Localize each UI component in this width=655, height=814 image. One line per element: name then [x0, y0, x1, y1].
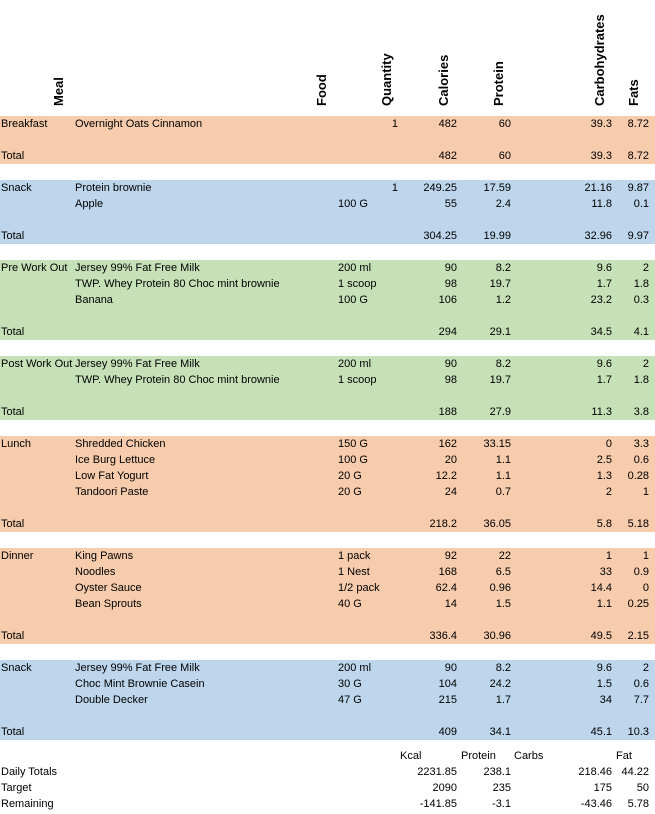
food-name: Shredded Chicken [75, 438, 166, 450]
header-food: Food [314, 74, 329, 106]
food-amount: 1 scoop [338, 278, 377, 290]
carbs-value: 23.2 [590, 294, 612, 306]
group-gap [0, 532, 655, 548]
protein-value: 8.2 [495, 262, 511, 274]
total-protein: 19.99 [483, 230, 511, 242]
carbs-value: 9.6 [596, 262, 612, 274]
summary-label-kcal: Kcal [400, 750, 422, 762]
food-amount: 1 pack [338, 550, 371, 562]
fats-value: 2 [642, 662, 649, 674]
table-row [0, 260, 655, 276]
calories-value: 168 [438, 566, 457, 578]
quantity-value [380, 276, 398, 292]
quantity-value [380, 356, 398, 372]
food-amount: 100 G [338, 198, 368, 210]
summary-fat: 5.78 [627, 798, 649, 810]
total-fats: 10.3 [627, 726, 649, 738]
quantity-value [380, 564, 398, 580]
table-row [0, 452, 655, 468]
food-name: Protein brownie [75, 182, 152, 194]
table-row [0, 180, 655, 196]
total-row [0, 404, 655, 420]
food-amount: 47 G [338, 694, 362, 706]
header-quantity: Quantity [379, 53, 394, 106]
food-name: Jersey 99% Fat Free Milk [75, 358, 200, 370]
protein-value: 1.5 [495, 598, 511, 610]
calories-value: 90 [444, 262, 457, 274]
group-gap [0, 420, 655, 436]
fats-value: 0.6 [633, 678, 649, 690]
protein-value: 1.1 [495, 454, 511, 466]
protein-value: 24.2 [489, 678, 511, 690]
fats-value: 1.8 [633, 374, 649, 386]
protein-value: 60 [498, 118, 511, 130]
calories-value: 98 [444, 374, 457, 386]
total-label: Total [1, 726, 25, 738]
summary-protein: 235 [492, 782, 511, 794]
total-row [0, 724, 655, 740]
summary-label-fat: Fat [616, 750, 632, 762]
calories-value: 12.2 [435, 470, 457, 482]
food-name: Jersey 99% Fat Free Milk [75, 262, 200, 274]
total-row [0, 324, 655, 340]
food-name: Apple [75, 198, 104, 210]
total-label: Total [1, 150, 25, 162]
total-row [0, 516, 655, 532]
header-protein: Protein [491, 61, 506, 106]
calories-value: 90 [444, 662, 457, 674]
food-name: Low Fat Yogurt [75, 470, 149, 482]
summary-fat: 44.22 [621, 766, 649, 778]
header-meal: Meal [51, 77, 66, 106]
total-calories: 482 [438, 150, 457, 162]
header-fats: Fats [626, 79, 641, 106]
quantity-value [380, 260, 398, 276]
summary-protein: 238.1 [483, 766, 511, 778]
total-protein: 29.1 [489, 326, 511, 338]
calories-value: 90 [444, 358, 457, 370]
fats-value: 0 [642, 582, 649, 594]
food-amount: 20 G [338, 470, 362, 482]
carbs-value: 1.5 [596, 678, 612, 690]
total-row [0, 148, 655, 164]
fats-value: 1 [642, 550, 649, 562]
food-amount: 150 G [338, 438, 368, 450]
summary-header-row [0, 748, 655, 764]
food-name: Jersey 99% Fat Free Milk [75, 662, 200, 674]
quantity-value [380, 468, 398, 484]
food-name: Noodles [75, 566, 116, 578]
carbs-value: 2.5 [596, 454, 612, 466]
protein-value: 33.15 [483, 438, 511, 450]
quantity-value [380, 292, 398, 308]
summary-carbs: -43.46 [580, 798, 612, 810]
summary-label-protein: Protein [461, 750, 496, 762]
carbs-value: 21.16 [584, 182, 612, 194]
total-calories: 409 [438, 726, 457, 738]
food-name: TWP. Whey Protein 80 Choc mint brownie [75, 374, 280, 386]
meal-table [0, 116, 655, 740]
fats-value: 2 [642, 262, 649, 274]
total-protein: 36.05 [483, 518, 511, 530]
food-amount: 200 ml [338, 262, 372, 274]
summary-row [0, 764, 655, 780]
calories-value: 249.25 [423, 182, 457, 194]
quantity-value [380, 372, 398, 388]
table-row [0, 372, 655, 388]
protein-value: 8.2 [495, 662, 511, 674]
protein-value: 2.4 [495, 198, 511, 210]
table-row [0, 276, 655, 292]
table-row [0, 660, 655, 676]
table-row [0, 564, 655, 580]
protein-value: 1.1 [495, 470, 511, 482]
total-calories: 294 [438, 326, 457, 338]
total-label: Total [1, 630, 25, 642]
calories-value: 20 [444, 454, 457, 466]
total-calories: 188 [438, 406, 457, 418]
food-name: King Pawns [75, 550, 134, 562]
quantity-value [380, 452, 398, 468]
carbs-value: 9.6 [596, 662, 612, 674]
column-header-row [0, 0, 655, 112]
table-row [0, 596, 655, 612]
carbs-value: 14.4 [590, 582, 612, 594]
summary-label: Daily Totals [1, 766, 58, 778]
blank-row [0, 708, 655, 724]
table-row [0, 548, 655, 564]
total-protein: 27.9 [489, 406, 511, 418]
protein-value: 19.7 [489, 278, 511, 290]
protein-value: 1.7 [495, 694, 511, 706]
food-amount: 100 G [338, 294, 368, 306]
total-row [0, 228, 655, 244]
food-name: Oyster Sauce [75, 582, 142, 594]
fats-value: 7.7 [633, 694, 649, 706]
calories-value: 104 [438, 678, 457, 690]
total-label: Total [1, 518, 25, 530]
fats-value: 0.1 [633, 198, 649, 210]
carbs-value: 9.6 [596, 358, 612, 370]
quantity-value [380, 436, 398, 452]
table-row [0, 116, 655, 132]
calories-value: 62.4 [435, 582, 457, 594]
summary-carbs: 175 [593, 782, 612, 794]
total-label: Total [1, 230, 25, 242]
meal-name: Post Work Out [1, 358, 73, 370]
total-carbs: 49.5 [590, 630, 612, 642]
table-row [0, 292, 655, 308]
calories-value: 92 [444, 550, 457, 562]
fats-value: 3.3 [633, 438, 649, 450]
table-row [0, 676, 655, 692]
total-calories: 218.2 [429, 518, 457, 530]
fats-value: 2 [642, 358, 649, 370]
protein-value: 6.5 [495, 566, 511, 578]
summary-calories: -141.85 [419, 798, 457, 810]
carbs-value: 11.8 [591, 198, 612, 210]
quantity-value [380, 660, 398, 676]
total-protein: 34.1 [489, 726, 511, 738]
blank-row [0, 212, 655, 228]
quantity-value: 1 [391, 118, 398, 130]
total-fats: 3.8 [633, 406, 649, 418]
protein-value: 8.2 [495, 358, 511, 370]
group-gap [0, 644, 655, 660]
total-fats: 4.1 [633, 326, 649, 338]
fats-value: 0.9 [633, 566, 649, 578]
table-row [0, 436, 655, 452]
fats-value: 0.25 [627, 598, 649, 610]
food-name: Banana [75, 294, 113, 306]
calories-value: 24 [444, 486, 457, 498]
food-name: Ice Burg Lettuce [75, 454, 156, 466]
food-amount: 1/2 pack [338, 582, 380, 594]
food-amount: 20 G [338, 486, 362, 498]
summary-label: Target [1, 782, 32, 794]
total-fats: 9.97 [627, 230, 649, 242]
calories-value: 215 [438, 694, 457, 706]
summary-carbs: 218.46 [578, 766, 612, 778]
table-row [0, 580, 655, 596]
group-gap [0, 244, 655, 260]
calories-value: 482 [438, 118, 457, 130]
food-amount: 30 G [338, 678, 362, 690]
food-amount: 1 Nest [338, 566, 370, 578]
daily-summary [0, 748, 655, 812]
carbs-value: 39.3 [590, 118, 612, 130]
table-row [0, 692, 655, 708]
carbs-value: 0 [605, 438, 612, 450]
quantity-value [380, 548, 398, 564]
food-name: Double Decker [75, 694, 148, 706]
meal-name: Dinner [1, 550, 34, 562]
meal-name: Snack [1, 662, 32, 674]
fats-value: 0.28 [627, 470, 649, 482]
total-calories: 336.4 [429, 630, 457, 642]
total-protein: 60 [498, 150, 511, 162]
fats-value: 9.87 [627, 182, 649, 194]
meal-name: Breakfast [1, 118, 48, 130]
fats-value: 0.6 [633, 454, 649, 466]
food-name: Overnight Oats Cinnamon [75, 118, 203, 130]
carbs-value: 1.3 [596, 470, 612, 482]
fats-value: 1.8 [633, 278, 649, 290]
fats-value: 1 [642, 486, 649, 498]
header-calories: Calories [436, 54, 451, 106]
food-name: TWP. Whey Protein 80 Choc mint brownie [75, 278, 280, 290]
blank-row [0, 612, 655, 628]
calories-value: 162 [438, 438, 457, 450]
carbs-value: 33 [599, 566, 612, 578]
total-carbs: 34.5 [590, 326, 612, 338]
calories-value: 55 [444, 198, 457, 210]
total-carbs: 32.96 [584, 230, 612, 242]
food-amount: 100 G [338, 454, 368, 466]
food-name: Bean Sprouts [75, 598, 142, 610]
food-amount: 200 ml [338, 662, 372, 674]
quantity-value [380, 580, 398, 596]
table-row [0, 468, 655, 484]
blank-row [0, 500, 655, 516]
total-calories: 304.25 [423, 230, 457, 242]
blank-row [0, 132, 655, 148]
group-gap [0, 164, 655, 180]
calories-value: 14 [444, 598, 457, 610]
carbs-value: 1.7 [596, 278, 612, 290]
food-name: Choc Mint Brownie Casein [75, 678, 205, 690]
header-carbohydrates: Carbohydrates [592, 14, 607, 106]
total-protein: 30.96 [483, 630, 511, 642]
protein-value: 19.7 [489, 374, 511, 386]
food-amount: 200 ml [338, 358, 372, 370]
quantity-value: 1 [391, 182, 398, 194]
total-carbs: 39.3 [590, 150, 612, 162]
total-row [0, 628, 655, 644]
carbs-value: 1 [605, 550, 612, 562]
summary-row [0, 796, 655, 812]
summary-fat: 50 [636, 782, 649, 794]
quantity-value [380, 692, 398, 708]
protein-value: 0.7 [495, 486, 511, 498]
protein-value: 1.2 [495, 294, 511, 306]
carbs-value: 1.1 [596, 598, 612, 610]
summary-label-carbs: Carbs [514, 750, 544, 762]
quantity-value [380, 196, 398, 212]
carbs-value: 34 [599, 694, 612, 706]
meal-name: Lunch [1, 438, 31, 450]
table-row [0, 356, 655, 372]
protein-value: 22 [498, 550, 511, 562]
calories-value: 98 [444, 278, 457, 290]
quantity-value [380, 484, 398, 500]
quantity-value [380, 676, 398, 692]
group-gap [0, 340, 655, 356]
summary-label: Remaining [1, 798, 54, 810]
table-row [0, 484, 655, 500]
table-row [0, 196, 655, 212]
food-name: Tandoori Paste [75, 486, 149, 498]
quantity-value [380, 596, 398, 612]
total-fats: 5.18 [627, 518, 649, 530]
total-label: Total [1, 326, 25, 338]
summary-calories: 2090 [432, 782, 457, 794]
food-amount: 40 G [338, 598, 362, 610]
summary-calories: 2231.85 [417, 766, 457, 778]
total-carbs: 11.3 [591, 406, 612, 418]
total-carbs: 5.8 [596, 518, 612, 530]
carbs-value: 2 [605, 486, 612, 498]
total-fats: 8.72 [627, 150, 649, 162]
meal-name: Pre Work Out [1, 262, 68, 274]
total-fats: 2.15 [627, 630, 649, 642]
fats-value: 0.3 [633, 294, 649, 306]
summary-row [0, 780, 655, 796]
fats-value: 8.72 [627, 118, 649, 130]
blank-row [0, 308, 655, 324]
calories-value: 106 [438, 294, 457, 306]
food-amount: 1 scoop [338, 374, 377, 386]
protein-value: 0.96 [489, 582, 511, 594]
meal-name: Snack [1, 182, 32, 194]
carbs-value: 1.7 [596, 374, 612, 386]
total-label: Total [1, 406, 25, 418]
total-carbs: 45.1 [590, 726, 612, 738]
protein-value: 17.59 [483, 182, 511, 194]
summary-protein: -3.1 [492, 798, 511, 810]
blank-row [0, 388, 655, 404]
